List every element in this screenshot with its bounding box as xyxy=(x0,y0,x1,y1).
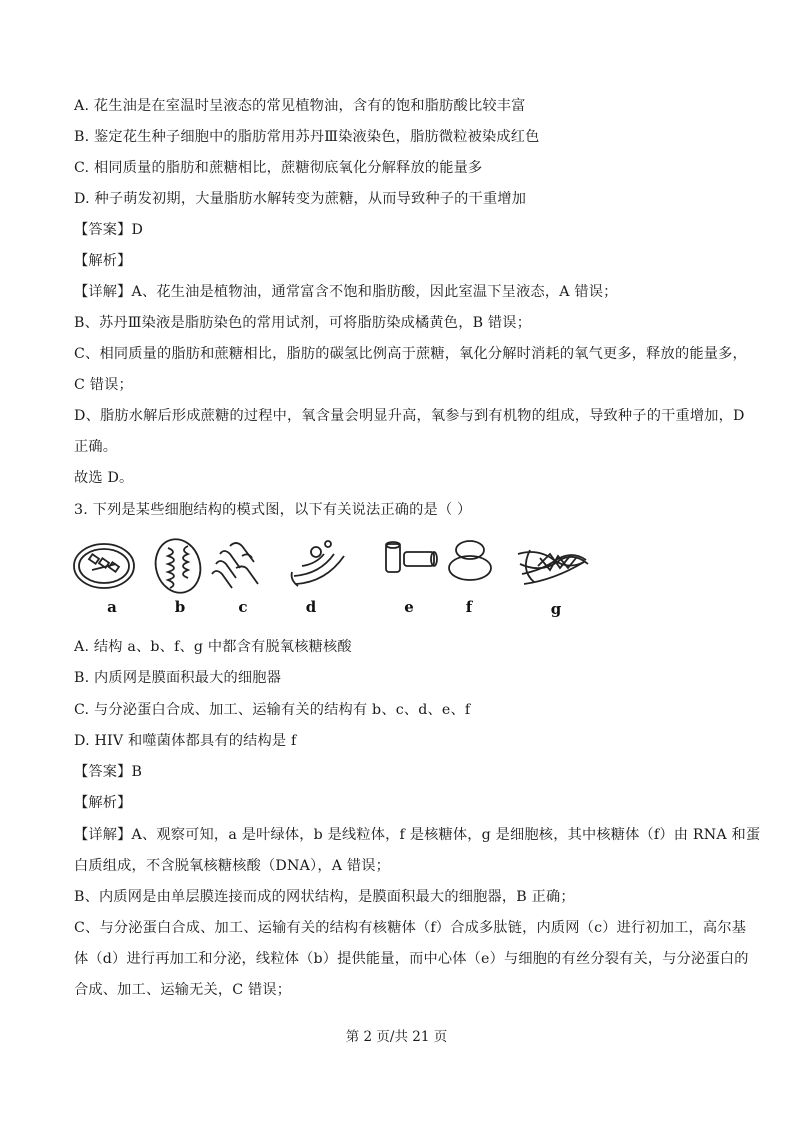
q2-detail-line: C、相同质量的脂肪和蔗糖相比，脂肪的碳氢比例高于蔗糖，氧化分解时消耗的氧气更多，释放的能量多， xyxy=(74,346,747,362)
er-diagram xyxy=(212,543,258,588)
nucleus-diagram xyxy=(518,550,588,584)
q2-detail-line: B、苏丹Ⅲ染液是脂肪染色的常用试剂，可将脂肪染成橘黄色，B 错误； xyxy=(74,315,532,331)
q3-option-c: C. 与分泌蛋白合成、加工、运输有关的结构有 b、c、d、e、f xyxy=(74,702,471,718)
q3-detail-line: C、与分泌蛋白合成、加工、运输有关的结构有核糖体（f）合成多肽链，内质网（c）进行初加工，高尔基 xyxy=(74,920,747,936)
q3-answer: 【答案】B xyxy=(74,764,143,780)
label-c: c xyxy=(238,598,248,616)
q3-option-d: D. HIV 和噬菌体都具有的结构是 f xyxy=(74,733,297,749)
q2-analysis-label: 【解析】 xyxy=(74,253,132,269)
q3-option-a: A. 结构 a、b、f、g 中都含有脱氧核糖核酸 xyxy=(74,639,352,655)
ribosome-diagram xyxy=(449,541,491,580)
q3-detail-line: 合成、加工、运输无关，C 错误； xyxy=(74,982,292,998)
q3-option-b: B. 内质网是膜面积最大的细胞器 xyxy=(74,670,282,686)
q2-option-b: B. 鉴定花生种子细胞中的脂肪常用苏丹Ⅲ染液染色，脂肪微粒被染成红色 xyxy=(74,129,540,145)
q3-detail-line: 白质组成，不含脱氧核糖核酸（DNA），A 错误； xyxy=(74,858,391,874)
label-f: f xyxy=(465,598,473,616)
q2-detail-line: 【详解】A、花生油是植物油，通常富含不饱和脂肪酸，因此室温下呈液态，A 错误； xyxy=(74,284,618,300)
mitochondrion-diagram xyxy=(150,536,206,598)
q2-option-c: C. 相同质量的脂肪和蔗糖相比，蔗糖彻底氧化分解释放的能量多 xyxy=(74,160,483,176)
label-g: g xyxy=(550,600,562,618)
label-b: b xyxy=(174,598,186,616)
label-e: e xyxy=(404,598,414,616)
q3-stem: 3. 下列是某些细胞结构的模式图，以下有关说法正确的是（ ） xyxy=(74,502,472,518)
q3-detail-line: 【详解】A、观察可知，a 是叶绿体，b 是线粒体，f 是核糖体，g 是细胞核，其中核糖体（f）由 RNA 和蛋 xyxy=(74,827,761,843)
q2-answer: 【答案】D xyxy=(74,222,144,238)
q3-detail-line: B、内质网是由单层膜连接而成的网状结构，是膜面积最大的细胞器，B 正确； xyxy=(74,889,575,905)
cell-structures-figure xyxy=(70,536,610,618)
q2-option-a: A. 花生油是在室温时呈液态的常见植物油，含有的饱和脂肪酸比较丰富 xyxy=(74,98,526,114)
label-a: a xyxy=(107,598,117,616)
q2-detail-line: 正确。 xyxy=(74,439,118,455)
q3-analysis-label: 【解析】 xyxy=(74,795,132,811)
label-d: d xyxy=(305,598,317,616)
q2-conclusion: 故选 D。 xyxy=(74,470,134,486)
golgi-diagram xyxy=(292,541,344,586)
q2-detail-line: D、脂肪水解后形成蔗糖的过程中，氧含量会明显升高，氧参与到有机物的组成，导致种子的干重增加，D xyxy=(74,408,745,424)
q2-option-d: D. 种子萌发初期，大量脂肪水解转变为蔗糖，从而导致种子的干重增加 xyxy=(74,191,527,207)
page-footer: 第 2 页/共 21 页 xyxy=(345,1029,448,1045)
chloroplast-diagram xyxy=(74,544,134,588)
q3-detail-line: 体（d）进行再加工和分泌，线粒体（b）提供能量，而中心体（e）与细胞的有丝分裂有关，与分泌蛋白的 xyxy=(74,951,749,967)
centriole-diagram xyxy=(386,542,437,572)
q2-detail-line: C 错误； xyxy=(74,377,133,393)
